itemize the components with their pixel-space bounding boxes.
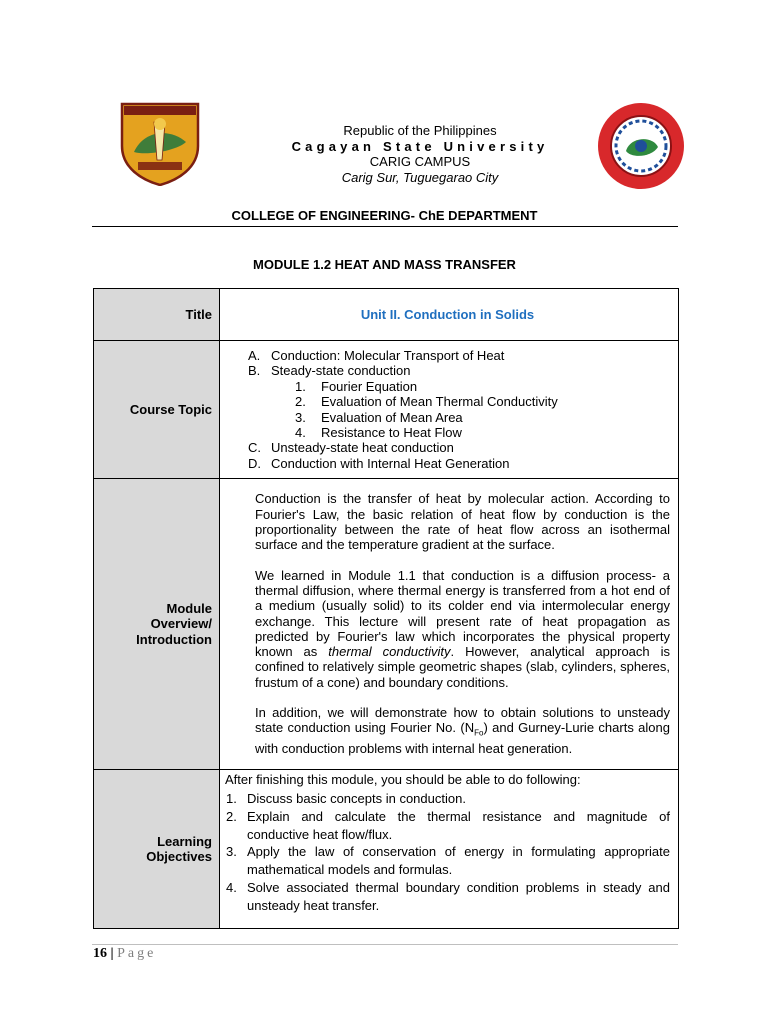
subtopic-marker: 1. — [295, 378, 306, 394]
subtopic-marker: 3. — [295, 409, 306, 425]
topic-marker: A. — [248, 347, 261, 363]
title-label: Title — [94, 289, 220, 341]
university-name: Cagayan State University — [291, 138, 549, 154]
objective-item — [225, 843, 670, 879]
objectives-label-line: Learning — [157, 833, 212, 849]
overview-text-run: We learned in Module 1.1 that conduction is a diffusion process- a thermal diffusion, where thermal energy is transferred from a hot end of a medium (usually solid) to its colder end via intermolecular energy exchange. This lecture will present rate of heat propagation as predicted by Fourier's law which incorporates the physical property known as — [255, 567, 670, 660]
objective-number: 2. — [226, 808, 237, 824]
topic-marker: B. — [248, 363, 261, 379]
subtopic-item — [225, 394, 670, 409]
overview-paragraph-2 — [255, 568, 670, 690]
unit-title: Unit II. Conduction in Solids — [360, 307, 535, 322]
objectives-intro: After finishing this module, you should be able to do following: — [225, 772, 581, 787]
module-title: MODULE 1.2 HEAT AND MASS TRANSFER — [253, 257, 516, 272]
module-info-table — [93, 288, 679, 929]
objective-text: Apply the law of conservation of energy in formulating appropriate mathematical models and formulas. — [247, 844, 670, 878]
subtopic-text: Resistance to Heat Flow — [321, 424, 462, 440]
overview-label-line: Overview/ — [150, 616, 212, 632]
college-department: COLLEGE OF ENGINEERING- ChE DEPARTMENT — [231, 208, 538, 223]
objective-number: 1. — [226, 791, 237, 806]
topic-marker: D. — [248, 455, 261, 471]
topic-text: Conduction with Internal Heat Generation — [271, 455, 510, 471]
topic-text: Conduction: Molecular Transport of Heat — [271, 347, 505, 363]
subtopic-text: Evaluation of Mean Thermal Conductivity — [321, 394, 558, 410]
subtopic-item — [225, 410, 670, 425]
subtopic-item — [225, 379, 670, 394]
subtopic-marker: 2. — [295, 394, 306, 410]
subtopic-marker: 4. — [295, 424, 306, 440]
college-of-engineering-seal — [596, 101, 686, 191]
objective-item — [225, 808, 670, 844]
overview-cell — [220, 479, 679, 770]
objective-item — [225, 879, 670, 915]
overview-text — [225, 491, 670, 756]
page-number: 16 — [93, 946, 107, 961]
subtopic-text: Evaluation of Mean Area — [321, 409, 463, 425]
footer-divider — [92, 944, 678, 945]
campus-name: CARIG CAMPUS — [369, 154, 471, 169]
objective-number: 3. — [226, 844, 237, 860]
republic-line: Republic of the Philippines — [343, 123, 497, 138]
objectives-label — [94, 770, 220, 929]
page-word: Page — [117, 946, 157, 961]
overview-label-line: Introduction — [136, 631, 212, 647]
overview-label — [94, 479, 220, 770]
title-cell — [220, 289, 679, 341]
objective-number: 4. — [226, 879, 237, 895]
thermal-conductivity-term: thermal conductivity — [328, 644, 451, 660]
topic-item — [225, 363, 670, 378]
objectives-label-line: Objectives — [146, 849, 212, 864]
course-topic-cell — [220, 341, 679, 479]
table-row-course-topic — [94, 341, 679, 479]
overview-text-run: In addition, we will demonstrate how to obtain solutions to unsteady state conduction using Fourier No. (N — [255, 705, 670, 736]
topic-item — [225, 456, 670, 471]
topic-list — [225, 348, 670, 471]
objective-text: Explain and calculate the thermal resistance and magnitude of conductive heat flow/flux. — [247, 808, 670, 842]
objective-text: Discuss basic concepts in conduction. — [247, 791, 466, 806]
topic-item — [225, 348, 670, 363]
topic-item — [225, 440, 670, 455]
overview-text-run: . However, analytical approach is confined to relatively simple geometric shapes (slab, cylinders, spheres, frustum of a cone) and boundary conditions. — [255, 644, 670, 690]
subtopic-item — [225, 425, 670, 440]
table-row-title — [94, 289, 679, 341]
overview-text-run: ) and Gurney-Lurie charts along with conduction problems with internal heat generation. — [255, 720, 670, 757]
table-row-objectives — [94, 770, 679, 929]
objectives-cell — [220, 770, 679, 929]
cagayan-state-university-logo — [118, 100, 202, 186]
page-separator: | — [107, 946, 118, 961]
overview-paragraph-3 — [255, 705, 670, 756]
topic-text: Steady-state conduction — [271, 363, 411, 379]
table-row-overview — [94, 479, 679, 770]
fourier-number-subscript: Fo — [474, 728, 484, 738]
university-header — [250, 123, 590, 185]
campus-location: Carig Sur, Tuguegarao City — [341, 169, 499, 185]
header-divider — [92, 226, 678, 227]
topic-marker: C. — [248, 440, 261, 456]
course-topic-label: Course Topic — [94, 341, 220, 479]
overview-label-line: Module — [166, 600, 212, 616]
topic-text: Unsteady-state heat conduction — [271, 440, 454, 456]
objective-text: Solve associated thermal boundary condition problems in steady and unsteady heat transfer. — [247, 879, 670, 913]
objective-item — [225, 790, 670, 808]
page-footer — [93, 946, 156, 962]
subtopic-text: Fourier Equation — [321, 378, 418, 394]
overview-paragraph-1: Conduction is the transfer of heat by molecular action. According to Fourier's Law, the basic relation of heat flow by conduction is the proportionality between the rate of heat flow across an isothermal surface and the temperature gradient at the surface. — [255, 491, 670, 553]
